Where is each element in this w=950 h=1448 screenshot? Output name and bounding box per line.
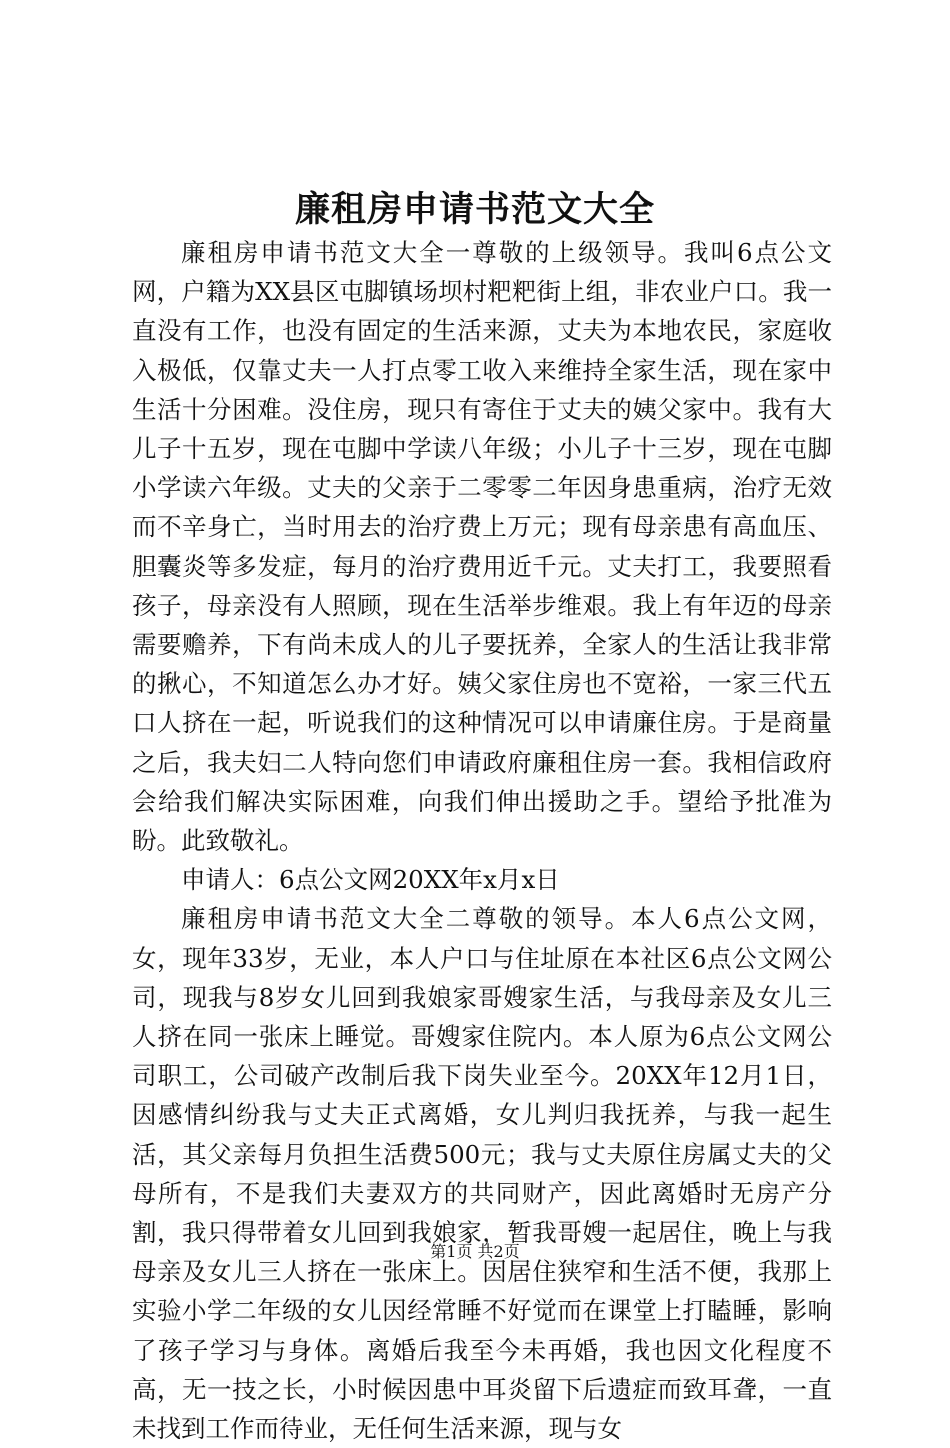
page-number-footer: 第1页 共2页 (430, 1242, 520, 1261)
paragraph-signature: 申请人：6点公文网20XX年x月x日 (181, 865, 560, 895)
paragraph-application-two: 廉租房申请书范文大全二尊敬的领导。本人6点公文网，女，现年33岁，无业，本人户口与住址原在本社区6点公文网公司，现我与8岁女儿回到我娘家哥嫂家生活，与我母亲及女儿三人挤在同一张床上睡觉。哥嫂家住院内。本人原为6点公文网公司职工，公司破产改制后我下岗失业至今。20XX年12月1日，因感情纠纷我与丈夫正式离婚，女儿判归我抚养，与我一起生活，其父亲每月负担生活费500元；我与丈夫原住房属丈夫的父母所有，不是我们夫妻双方的共同财产，因此离婚时无房产分割，我只得带着女儿回到我娘家，暂我哥嫂一起居住，晚上与我母亲及女儿三人挤在一张床上。因居住狭窄和生活不便，我那上实验小学二年级的女儿因经常睡不好觉而在课堂上打瞌睡，影响了孩子学习与身体。离婚后我至今未再婚，我也因文化程度不高，无一技之长，小时候因患中耳炎留下后遗症而致耳聋，一直未找到工作而待业，无任何生活来源，现与女 (132, 904, 832, 1444)
document-body (132, 233, 832, 1448)
document-title: 廉租房申请书范文大全 (294, 189, 655, 230)
paragraph-application-one: 廉租房申请书范文大全一尊敬的上级领导。我叫6点公文网，户籍为XX县区屯脚镇场坝村粑粑街上组，非农业户口。我一直没有工作，也没有固定的生活来源，丈夫为本地农民，家庭收入极低，仅靠丈夫一人打点零工收入来维持全家生活，现在家中生活十分困难。没住房，现只有寄住于丈夫的姨父家中。我有大儿子十五岁，现在屯脚中学读八年级；小儿子十三岁，现在屯脚小学读六年级。丈夫的父亲于二零零二年因身患重病，治疗无效而不辛身亡，当时用去的治疗费上万元；现有母亲患有高血压、胆囊炎等多发症，每月的治疗费用近千元。丈夫打工，我要照看孩子，母亲没有人照顾，现在生活举步维艰。我上有年迈的母亲需要赡养，下有尚未成人的儿子要抚养，全家人的生活让我非常的揪心，不知道怎么办才好。姨父家住房也不宽裕，一家三代五口人挤在一起，听说我们的这种情况可以申请廉住房。于是商量之后，我夫妇二人特向您们申请政府廉租住房一套。我相信政府会给我们解决实际困难，向我们伸出援助之手。望给予批准为盼。此致敬礼。 (132, 238, 832, 856)
